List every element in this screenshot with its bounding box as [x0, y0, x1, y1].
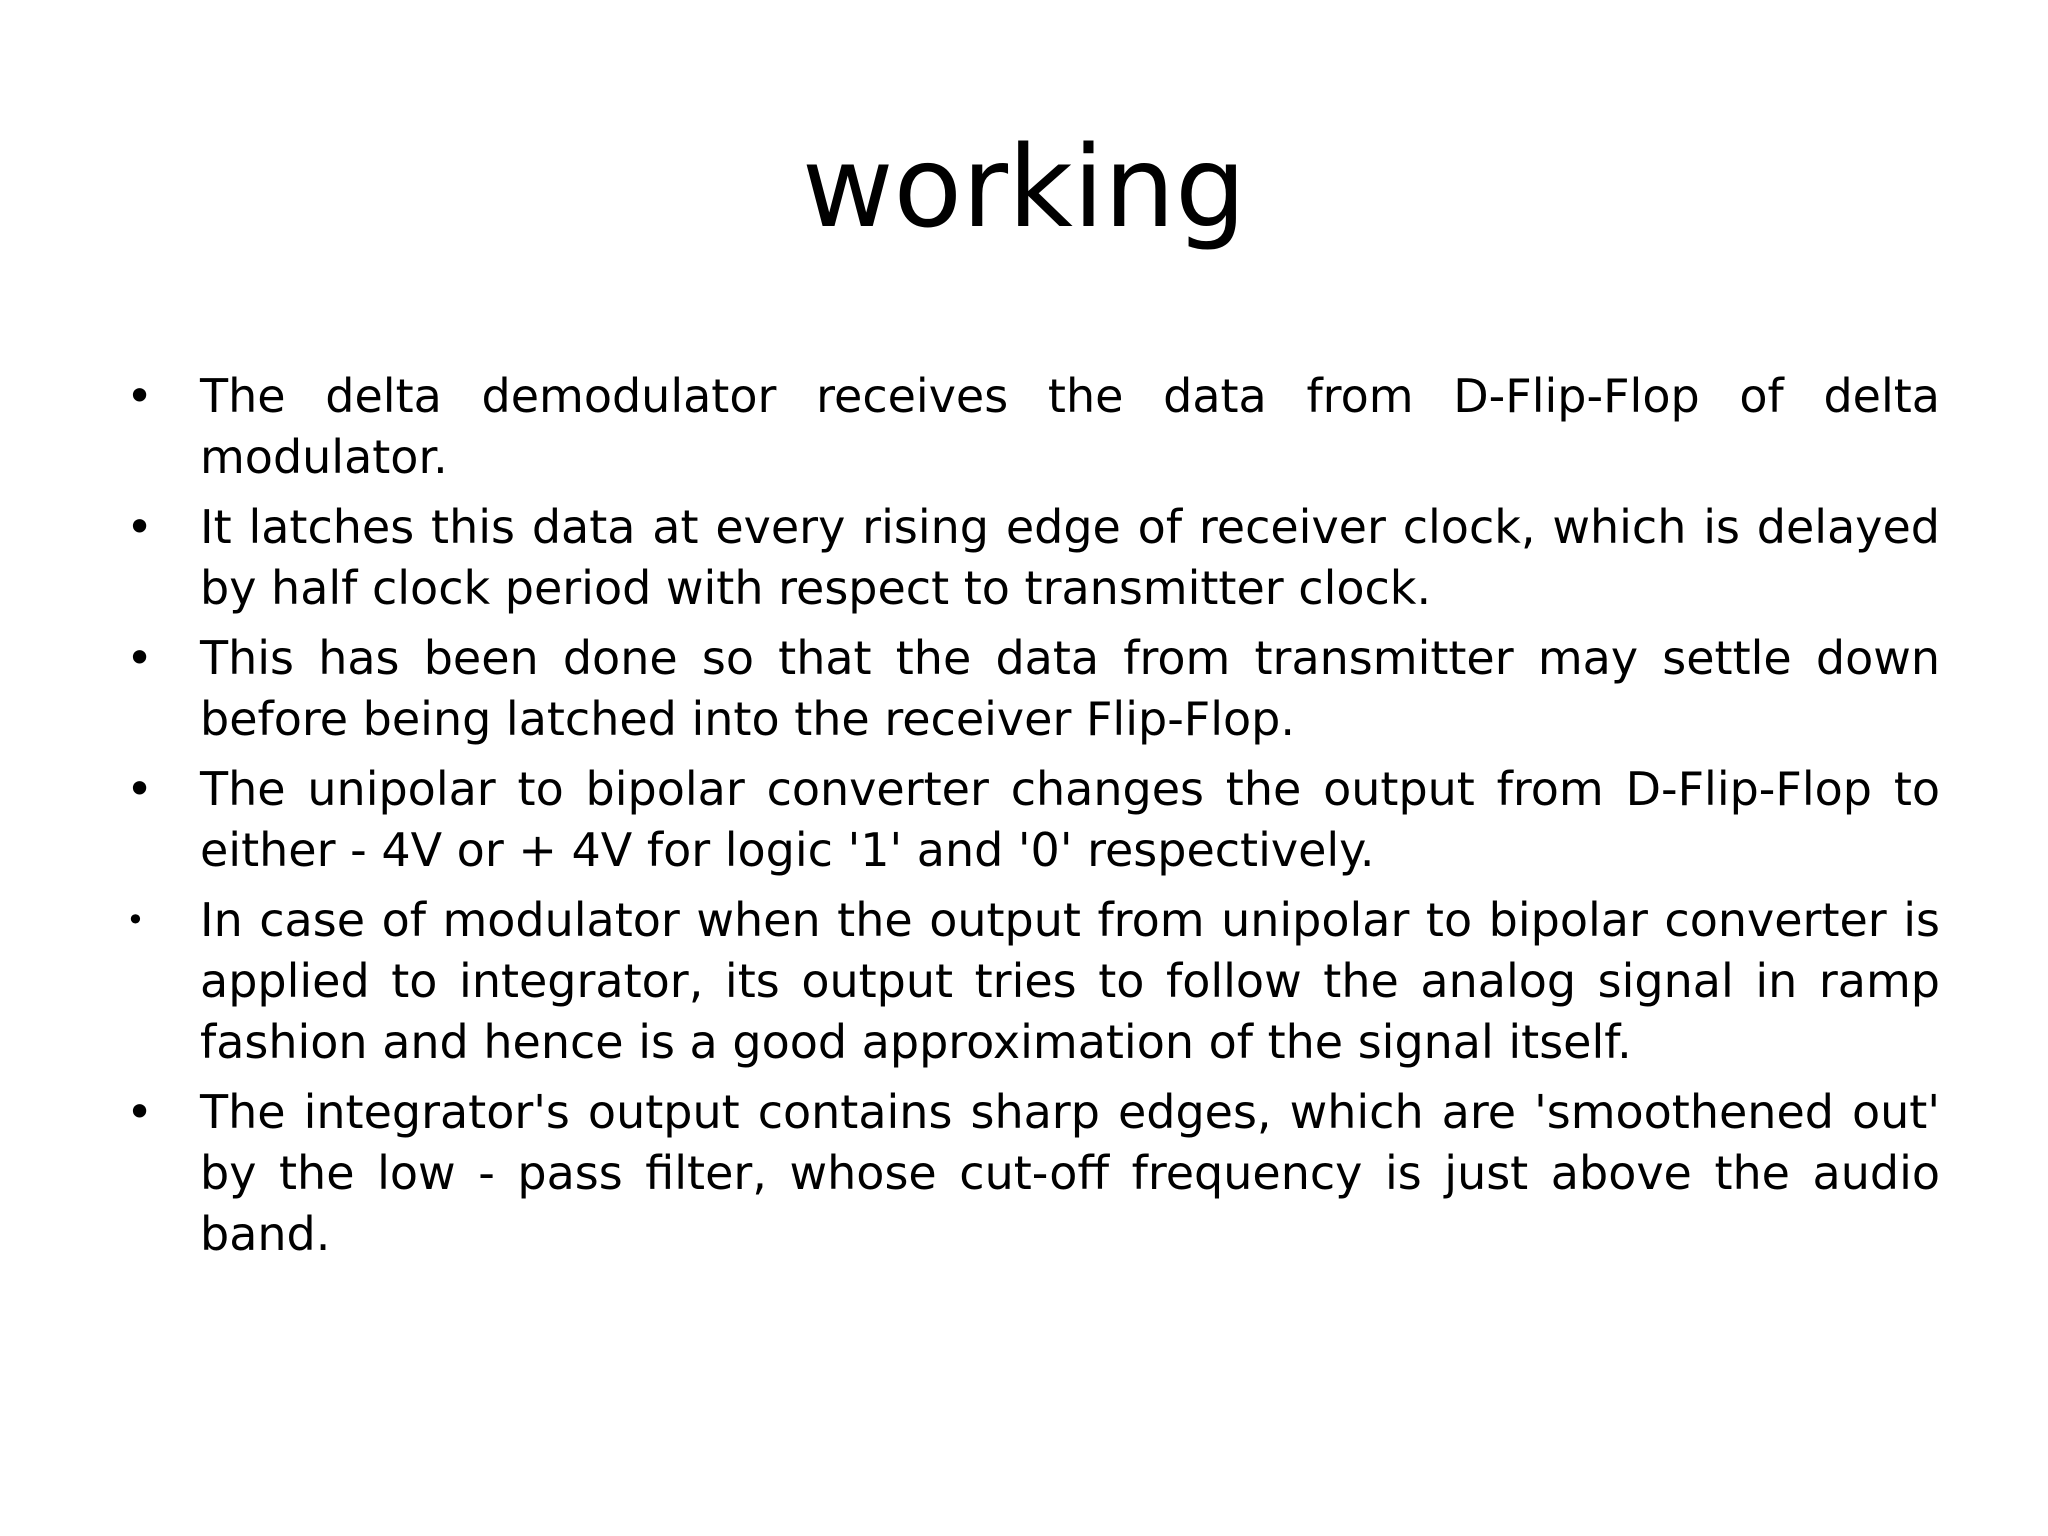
- bullet-item: [126, 497, 1940, 619]
- bullet-item: [126, 1082, 1940, 1265]
- bullet-icon: •: [126, 1085, 154, 1139]
- bullet-text: It latches this data at every rising edge of receiver clock, which is delayed by half clock period with respect to transmitter clock.: [200, 500, 1940, 615]
- bullet-icon: •: [126, 369, 154, 423]
- bullet-text: The integrator's output contains sharp edges, which are 'smoothened out' by the low - pass filter, whose cut-off frequency is just above the audio band.: [200, 1085, 1940, 1261]
- bullet-text: The unipolar to bipolar converter changes the output from D-Flip-Flop to either - 4V or + 4V for logic '1' and '0' respectively.: [200, 762, 1940, 877]
- bullet-item: [126, 890, 1940, 1073]
- bullet-text: The delta demodulator receives the data from D-Flip-Flop of delta modulator.: [200, 369, 1940, 484]
- bullet-icon: •: [126, 500, 154, 554]
- bullet-icon: •: [126, 762, 154, 816]
- bullet-text: This has been done so that the data from transmitter may settle down before being latched into the receiver Flip-Flop.: [200, 631, 1940, 746]
- bullet-list: [126, 366, 1940, 1265]
- bullet-item: [126, 759, 1940, 881]
- bullet-icon: •: [126, 901, 145, 939]
- bullet-icon: •: [126, 631, 154, 685]
- bullet-text: In case of modulator when the output from unipolar to bipolar converter is applied to integrator, its output tries to follow the analog signal in ramp fashion and hence is a good approximation of the signal itself.: [200, 893, 1940, 1069]
- bullet-item: [126, 366, 1940, 488]
- slide-title: working: [801, 123, 1247, 253]
- bullet-item: [126, 628, 1940, 750]
